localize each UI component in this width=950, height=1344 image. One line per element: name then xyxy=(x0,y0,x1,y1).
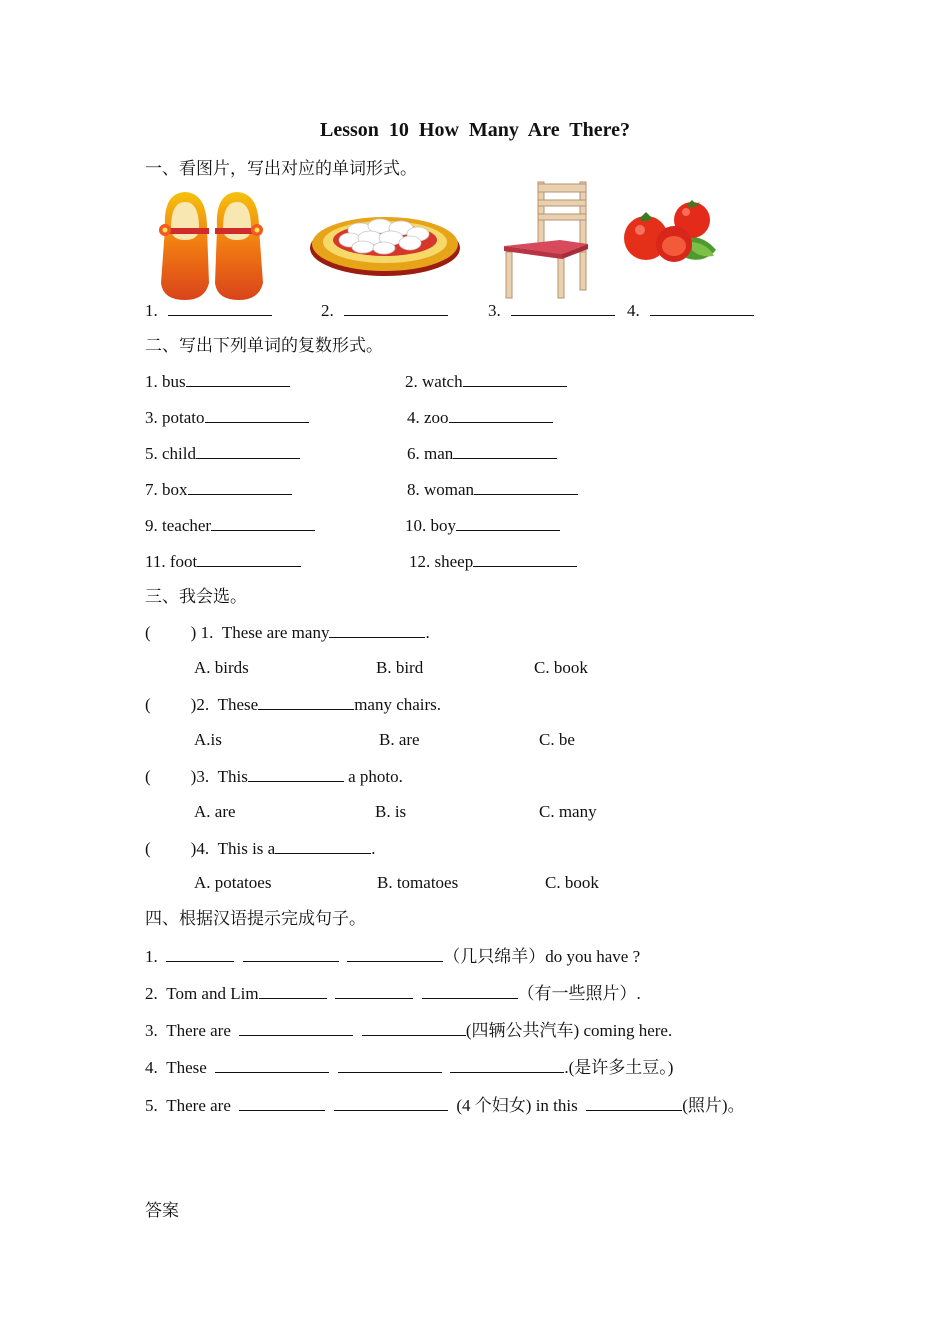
plural-blank[interactable] xyxy=(474,478,578,495)
pic-answer-4-blank[interactable] xyxy=(650,299,754,316)
sentence-blank[interactable] xyxy=(335,982,413,999)
pic-answer-2-blank[interactable] xyxy=(344,299,448,316)
plural-item-9 xyxy=(145,514,315,537)
pic-answer-4-num: 4. xyxy=(627,301,640,320)
sentence-2 xyxy=(145,982,641,1005)
sentence-blank[interactable] xyxy=(239,1019,353,1036)
plural-blank[interactable] xyxy=(205,406,309,423)
plural-item-12 xyxy=(409,550,577,573)
plural-num: 9. xyxy=(145,516,158,535)
option-c[interactable]: C. many xyxy=(539,802,597,821)
plural-blank[interactable] xyxy=(188,478,292,495)
section-3-heading: 三、我会选。 xyxy=(145,587,247,606)
plural-blank[interactable] xyxy=(186,370,290,387)
plural-blank[interactable] xyxy=(197,550,301,567)
sentence-num: 1. xyxy=(145,947,158,966)
section-2-heading: 二、写出下列单词的复数形式。 xyxy=(145,336,383,355)
plural-num: 4. xyxy=(407,408,420,427)
plural-num: 12. xyxy=(409,552,431,571)
pic-answer-1 xyxy=(145,299,272,322)
choice-question-1 xyxy=(145,621,430,644)
plural-item-6 xyxy=(407,442,557,465)
option-a[interactable]: A. potatoes xyxy=(194,873,272,892)
plural-item-3 xyxy=(145,406,309,429)
sentence-hint: （几只绵羊）do you have ? xyxy=(443,947,641,966)
option-c[interactable]: C. book xyxy=(545,873,599,892)
question-blank[interactable] xyxy=(275,837,371,854)
section-4-heading: 四、根据汉语提示完成句子。 xyxy=(145,909,366,928)
pic-answer-3 xyxy=(488,299,615,322)
question-number: ) 1. xyxy=(190,623,214,642)
option-c[interactable]: C. book xyxy=(534,658,588,677)
sentence-num: 4. xyxy=(145,1058,158,1077)
question-text: These are many xyxy=(221,623,330,642)
sentence-hint: (四辆公共汽车) coming here. xyxy=(465,1021,673,1040)
option-b[interactable]: B. tomatoes xyxy=(377,873,459,892)
plural-word: teacher xyxy=(162,516,212,535)
plural-word: sheep xyxy=(434,552,474,571)
option-a[interactable]: A. are xyxy=(194,802,236,821)
plural-word: boy xyxy=(430,516,456,535)
option-a[interactable]: A.is xyxy=(194,730,222,749)
answer-paren-open: ( xyxy=(145,695,151,714)
plural-num: 10. xyxy=(405,516,427,535)
pic-answer-4 xyxy=(627,299,754,322)
plural-word: foot xyxy=(169,552,198,571)
shoes-icon xyxy=(155,188,270,303)
sentence-4 xyxy=(145,1056,673,1079)
plural-blank[interactable] xyxy=(473,550,577,567)
question-blank[interactable] xyxy=(248,765,344,782)
sentence-start: These xyxy=(166,1058,207,1077)
option-b[interactable]: B. are xyxy=(379,730,420,749)
tomatoes-icon xyxy=(622,198,720,270)
sentence-num: 2. xyxy=(145,984,158,1003)
plural-item-5 xyxy=(145,442,300,465)
sentence-blank[interactable] xyxy=(338,1056,442,1073)
question-text-end: . xyxy=(425,623,430,642)
sentence-blank[interactable] xyxy=(259,982,327,999)
question-blank[interactable] xyxy=(329,621,425,638)
plural-word: man xyxy=(424,444,454,463)
plural-item-2 xyxy=(405,370,567,393)
option-c[interactable]: C. be xyxy=(539,730,575,749)
option-b[interactable]: B. bird xyxy=(376,658,424,677)
sentence-blank[interactable] xyxy=(347,945,443,962)
sentence-blank[interactable] xyxy=(362,1019,466,1036)
sentence-blank[interactable] xyxy=(422,982,518,999)
choice-question-4 xyxy=(145,837,375,860)
sentence-blank[interactable] xyxy=(215,1056,329,1073)
plural-blank[interactable] xyxy=(456,514,560,531)
plural-word: watch xyxy=(422,372,463,391)
pic-answer-1-blank[interactable] xyxy=(168,299,272,316)
plural-item-4 xyxy=(407,406,553,429)
plural-item-7 xyxy=(145,478,292,501)
option-a[interactable]: A. birds xyxy=(194,658,249,677)
answer-paren-open: ( xyxy=(145,623,151,642)
answer-paren-open: ( xyxy=(145,839,151,858)
option-b[interactable]: B. is xyxy=(375,802,407,821)
pic-answer-1-num: 1. xyxy=(145,301,158,320)
pic-answer-2-num: 2. xyxy=(321,301,334,320)
plural-item-8 xyxy=(407,478,578,501)
plural-blank[interactable] xyxy=(449,406,553,423)
section-1-heading: 一、看图片，写出对应的单词形式。 xyxy=(145,159,417,178)
chair-icon xyxy=(500,180,592,300)
plural-word: box xyxy=(162,480,188,499)
sentence-hint: （有一些照片）. xyxy=(517,984,641,1003)
sentence-blank[interactable] xyxy=(166,945,234,962)
sentence-blank[interactable] xyxy=(450,1056,564,1073)
sentence-hint: .(是许多土豆。) xyxy=(564,1058,674,1077)
sentence-hint: (照片)。 xyxy=(682,1096,745,1115)
choice-question-3 xyxy=(145,765,403,788)
sentence-start: There are xyxy=(166,1021,231,1040)
question-number: )4. xyxy=(190,839,210,858)
pic-answer-3-num: 3. xyxy=(488,301,501,320)
sentence-1 xyxy=(145,945,640,968)
plural-num: 6. xyxy=(407,444,420,463)
plural-word: woman xyxy=(424,480,475,499)
answer-paren-open: ( xyxy=(145,767,151,786)
question-text-end: many chairs. xyxy=(354,695,442,714)
sentence-start: Tom and Lim xyxy=(166,984,259,1003)
plural-num: 7. xyxy=(145,480,158,499)
plural-blank[interactable] xyxy=(463,370,567,387)
question-blank[interactable] xyxy=(258,693,354,710)
sentence-blank[interactable] xyxy=(243,945,339,962)
plural-blank[interactable] xyxy=(196,442,300,459)
sentence-5 xyxy=(145,1094,745,1117)
plural-word: zoo xyxy=(424,408,449,427)
plural-num: 8. xyxy=(407,480,420,499)
sentence-blank[interactable] xyxy=(334,1094,448,1111)
question-text: These xyxy=(217,695,259,714)
question-text: This is a xyxy=(217,839,276,858)
pic-answer-2 xyxy=(321,299,448,322)
sentence-blank[interactable] xyxy=(239,1094,325,1111)
sentence-middle: (4 个妇女) in this xyxy=(456,1096,578,1115)
pic-answer-3-blank[interactable] xyxy=(511,299,615,316)
answers-label: 答案 xyxy=(145,1201,179,1220)
sentence-3 xyxy=(145,1019,672,1042)
plural-num: 11. xyxy=(145,552,166,571)
question-text-end: a photo. xyxy=(343,767,403,786)
plural-num: 2. xyxy=(405,372,418,391)
plural-num: 1. xyxy=(145,372,158,391)
plural-word: bus xyxy=(162,372,186,391)
sentence-num: 5. xyxy=(145,1096,158,1115)
dumplings-plate-icon xyxy=(308,200,463,280)
plural-num: 3. xyxy=(145,408,158,427)
plural-item-1 xyxy=(145,370,290,393)
plural-word: child xyxy=(162,444,196,463)
sentence-start: There are xyxy=(166,1096,231,1115)
plural-word: potato xyxy=(162,408,205,427)
plural-num: 5. xyxy=(145,444,158,463)
sentence-blank[interactable] xyxy=(586,1094,682,1111)
question-text: This xyxy=(217,767,248,786)
question-number: )3. xyxy=(190,767,210,786)
plural-blank[interactable] xyxy=(211,514,315,531)
choice-question-2 xyxy=(145,693,441,716)
plural-blank[interactable] xyxy=(453,442,557,459)
question-text-end: . xyxy=(371,839,376,858)
sentence-num: 3. xyxy=(145,1021,158,1040)
plural-item-11 xyxy=(145,550,301,573)
question-number: )2. xyxy=(190,695,210,714)
page-title: Lesson 10 How Many Are There? xyxy=(319,119,630,141)
plural-item-10 xyxy=(405,514,560,537)
